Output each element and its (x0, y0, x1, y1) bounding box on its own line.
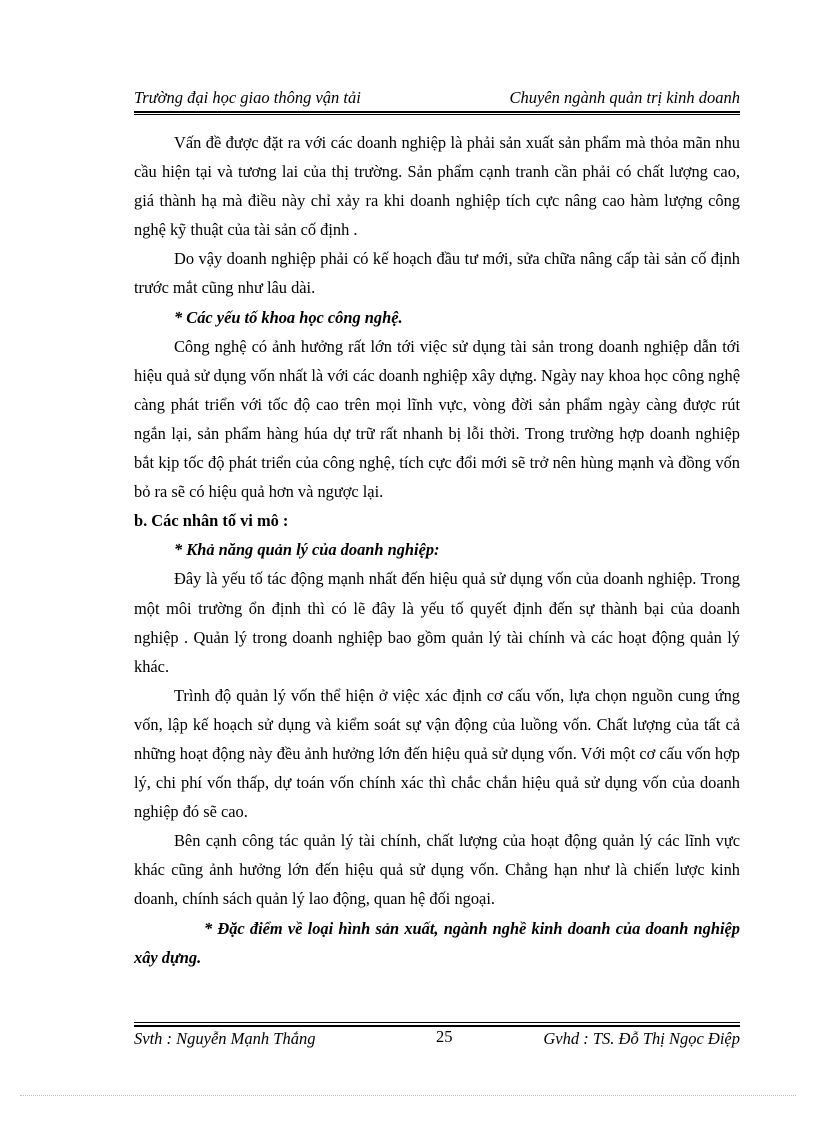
header-rule (134, 111, 740, 113)
paragraph: Bên cạnh công tác quản lý tài chính, chất lượng của hoạt động quản lý các lĩnh vực khác cũng ảnh hưởng lớn đến hiệu quả sử dụng vốn. Chẳng hạn như là chiến lược kinh doanh, chính sách quản lý lao động, quan hệ đối ngoại. (134, 831, 740, 909)
paragraph: Vấn đề được đặt ra với các doanh nghiệp là phải sản xuất sản phẩm mà thỏa mãn nhu cầu hiện tại và tương lai của thị trường. Sản phẩm cạnh tranh cần phải có chất lượng cao, giá thành hạ mà điều này chỉ xảy ra khi doanh nghiệp tích cực nâng cao hàm lượng công nghệ kỹ thuật của tài sản cố định . (134, 133, 740, 240)
header-rule-thin (134, 114, 740, 115)
section-heading-management: * Khả năng quản lý của doanh nghiệp: (174, 540, 440, 560)
paragraph: Do vậy doanh nghiệp phải có kế hoạch đầu tư mới, sửa chữa nâng cấp tài sản cố định trước mắt cũng như lâu dài. (134, 249, 740, 298)
page-body (134, 128, 740, 972)
footer-rule-thin (134, 1022, 740, 1023)
section-heading-micro-factors: b. Các nhân tố vi mô : (134, 511, 289, 531)
paragraph: Công nghệ có ảnh hưởng rất lớn tới việc sử dụng tài sản trong doanh nghiệp dẫn tới hiệu quả sử dụng vốn nhất là với các doanh nghiệp xây dựng. Ngày nay khoa học công nghệ càng phát triển với tốc độ cao trên mọi lĩnh vực, vòng đời sản phẩm ngày càng được rút ngắn lại, sản phẩm hàng húa dự trữ rất nhanh bị lỗi thời. Trong trường hợp doanh nghiệp bắt kịp tốc độ phát triển của công nghệ, tích cực đổi mới sẽ trở nên hùng mạnh và đồng vốn bỏ ra sẽ có hiệu quả hơn và ngược lại. (134, 336, 740, 502)
page-number: 25 (436, 1027, 453, 1046)
page-edge-divider (20, 1095, 796, 1096)
section-heading-technology: * Các yếu tố khoa học công nghệ. (174, 307, 403, 327)
footer-advisor: Gvhd : TS. Đỗ Thị Ngọc Điệp (543, 1029, 740, 1048)
section-heading-production-type: * Đặc điểm về loại hình sản xuất, ngành nghề kinh doanh của doanh nghiệp xây dựng. (134, 918, 740, 967)
paragraph: Trình độ quản lý vốn thể hiện ở việc xác định cơ cấu vốn, lựa chọn nguồn cung ứng vốn, lập kế hoạch sử dụng và kiểm soát sự vận động của luồng vốn. Chất lượng của tất cả những hoạt động này đều ảnh hưởng lớn đến hiệu quả sử dụng vốn. Với một cơ cấu vốn hợp lý, chi phí vốn thấp, dự toán vốn chính xác thì chắc chắn hiệu quả sử dụng vốn của doanh nghiệp đó sẽ cao. (134, 685, 740, 822)
paragraph: Đây là yếu tố tác động mạnh nhất đến hiệu quả sử dụng vốn của doanh nghiệp. Trong một môi trường ổn định thì có lẽ đây là yếu tố quyết định đến sự thành bại của doanh nghiệp . Quản lý trong doanh nghiệp bao gồm quản lý tài chính và các hoạt động quản lý khác. (134, 569, 740, 676)
header-major: Chuyên ngành quản trị kinh doanh (509, 88, 740, 107)
footer-student: Svth : Nguyễn Mạnh Thắng (134, 1029, 316, 1048)
page-header (134, 86, 740, 110)
page-footer (134, 1029, 740, 1053)
header-school: Trường đại học giao thông vận tải (134, 88, 361, 107)
